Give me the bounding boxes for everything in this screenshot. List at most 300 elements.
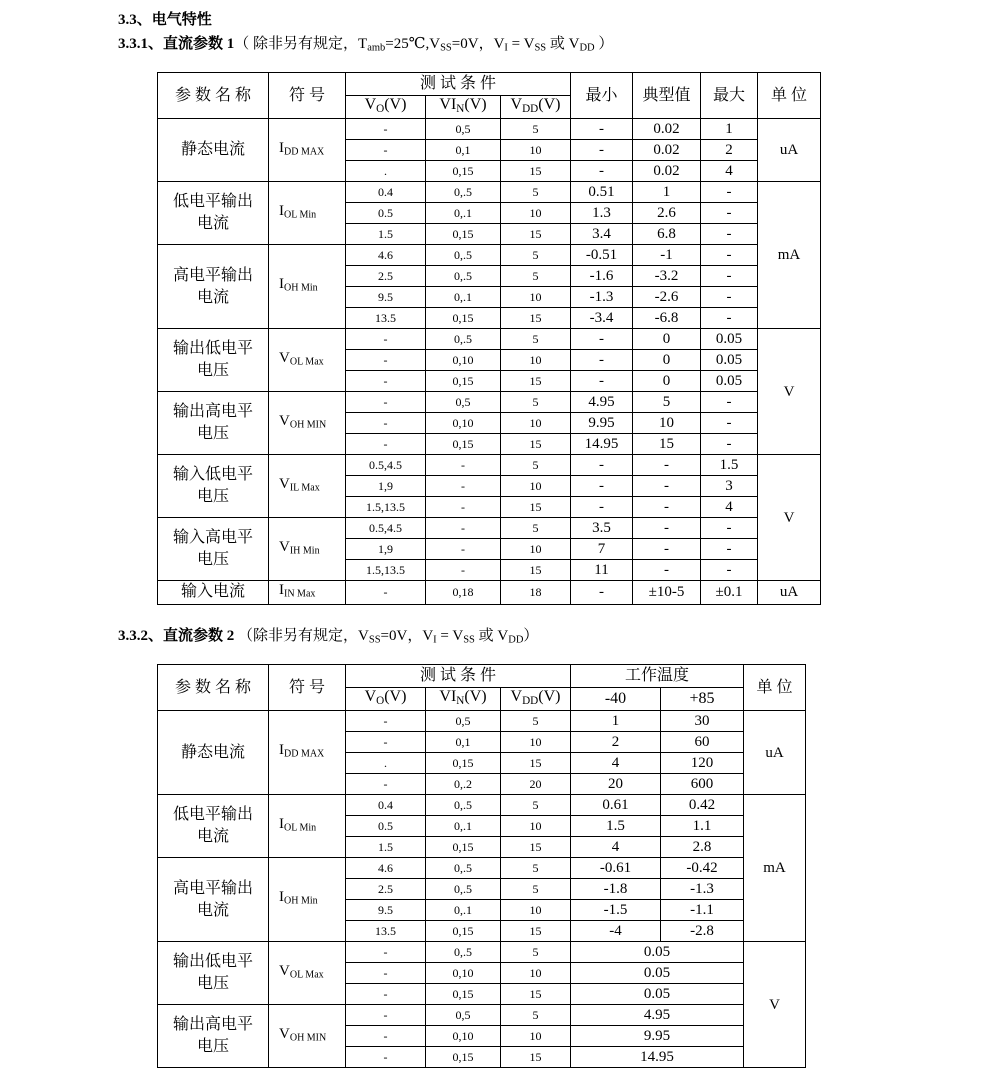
cell-vin: - — [426, 455, 501, 476]
cell-vo: . — [346, 753, 426, 774]
subscript: SS — [534, 42, 547, 54]
text: I — [279, 139, 284, 156]
cell-typ: 0.02 — [633, 140, 701, 161]
cell-min: -3.4 — [571, 308, 633, 329]
text: VI — [439, 96, 457, 114]
cell-vin: 0,.1 — [426, 203, 501, 224]
subscript: SS — [463, 634, 475, 646]
header-vdd — [501, 96, 571, 119]
cell-vin: - — [426, 539, 501, 560]
cell-vin: 0,15 — [426, 1047, 501, 1068]
cell-min: 0.51 — [571, 182, 633, 203]
cell-temp-plus85: 600 — [661, 774, 744, 795]
cell-temp-plus85: -1.3 — [661, 879, 744, 900]
header-vin — [426, 96, 501, 119]
cell-vdd: 20 — [501, 774, 571, 795]
cell-min: - — [571, 497, 633, 518]
cell-vdd: 15 — [501, 224, 571, 245]
header-param-name: 参 数 名 称 — [158, 665, 269, 711]
cell-vo: - — [346, 350, 426, 371]
table-row — [158, 942, 806, 963]
cell-vdd: 15 — [501, 371, 571, 392]
subscript: O — [376, 694, 385, 707]
table-row — [158, 1005, 806, 1026]
cell-vdd: 10 — [501, 816, 571, 837]
cell-vdd: 5 — [501, 119, 571, 140]
param-symbol — [269, 581, 346, 605]
cell-vin: 0,1 — [426, 732, 501, 753]
cell-temp-plus85: 60 — [661, 732, 744, 753]
header-param-name: 参 数 名 称 — [158, 73, 269, 119]
cell-vin: - — [426, 560, 501, 581]
cell-typ: - — [633, 539, 701, 560]
cell-vdd: 5 — [501, 1005, 571, 1026]
cell-vo: - — [346, 329, 426, 350]
cell-vo: 0.5,4.5 — [346, 518, 426, 539]
text: I — [279, 582, 284, 598]
subscript: amb — [367, 42, 386, 54]
cell-vin: 0,18 — [426, 581, 501, 605]
cell-vo: - — [346, 119, 426, 140]
cell-vo: 1.5 — [346, 224, 426, 245]
cell-vdd: 10 — [501, 203, 571, 224]
table2-conditions — [234, 628, 538, 644]
cell-vdd: 15 — [501, 560, 571, 581]
subscript: DD — [522, 694, 539, 707]
cell-vin: 0,5 — [426, 711, 501, 732]
cell-vdd: 10 — [501, 140, 571, 161]
cell-typ: - — [633, 476, 701, 497]
cell-max: 3 — [701, 476, 758, 497]
text: V — [279, 962, 290, 979]
cell-vdd: 5 — [501, 711, 571, 732]
cell-vin: 0,1 — [426, 140, 501, 161]
cell-vdd: 10 — [501, 732, 571, 753]
cell-vdd: 15 — [501, 921, 571, 942]
cell-max: 4 — [701, 497, 758, 518]
dc-params-table-2 — [157, 664, 806, 1068]
cell-vo: . — [346, 161, 426, 182]
header-temp-plus85: +85 — [661, 688, 744, 711]
cell-vo: - — [346, 984, 426, 1005]
cell-vdd: 5 — [501, 182, 571, 203]
cell-min: 9.95 — [571, 413, 633, 434]
text: V — [279, 538, 290, 555]
cell-max: 0.05 — [701, 329, 758, 350]
param-name: 输出高电平电压 — [158, 392, 269, 455]
text: (V) — [384, 96, 407, 114]
header-typ: 典型值 — [633, 73, 701, 119]
text: =0V，V — [380, 628, 434, 644]
cell-max: - — [701, 518, 758, 539]
cell-vo: 0.5 — [346, 816, 426, 837]
table-row — [158, 119, 821, 140]
cell-typ: 15 — [633, 434, 701, 455]
cell-temp-minus40: -0.61 — [571, 858, 661, 879]
cell-vo: 4.6 — [346, 245, 426, 266]
subscript: OH MIN — [289, 419, 327, 431]
cell-min: 11 — [571, 560, 633, 581]
unit-cell: mA — [758, 182, 821, 329]
header-vin — [426, 688, 501, 711]
cell-max: - — [701, 539, 758, 560]
cell-vin: 0,15 — [426, 837, 501, 858]
table-row — [158, 392, 821, 413]
cell-vdd: 10 — [501, 476, 571, 497]
cell-max: - — [701, 266, 758, 287]
text: V — [279, 475, 290, 492]
cell-vdd: 10 — [501, 287, 571, 308]
cell-min: - — [571, 161, 633, 182]
unit-cell: V — [758, 329, 821, 455]
cell-temp-both: 0.05 — [571, 942, 744, 963]
text: (V) — [538, 96, 561, 114]
text: ） — [594, 36, 614, 52]
table-row — [158, 795, 806, 816]
subscript: N — [456, 102, 465, 115]
cell-vdd: 15 — [501, 837, 571, 858]
header-symbol: 符 号 — [269, 73, 346, 119]
cell-min: -1.3 — [571, 287, 633, 308]
cell-temp-plus85: -0.42 — [661, 858, 744, 879]
subscript: IH Min — [289, 545, 320, 557]
header-symbol: 符 号 — [269, 665, 346, 711]
cell-vo: 0.4 — [346, 795, 426, 816]
cell-vo: - — [346, 774, 426, 795]
cell-vdd: 15 — [501, 434, 571, 455]
cell-min: - — [571, 350, 633, 371]
cell-vin: 0,15 — [426, 308, 501, 329]
cell-vdd: 5 — [501, 392, 571, 413]
cell-vo: 2.5 — [346, 266, 426, 287]
subscript: O — [376, 102, 385, 115]
cell-vo: - — [346, 392, 426, 413]
unit-cell: uA — [758, 119, 821, 182]
cell-vin: 0,5 — [426, 392, 501, 413]
text: (V) — [384, 688, 407, 706]
cell-typ: - — [633, 497, 701, 518]
cell-vo: 13.5 — [346, 921, 426, 942]
cell-vo: - — [346, 711, 426, 732]
cell-temp-plus85: -1.1 — [661, 900, 744, 921]
cell-temp-minus40: 2 — [571, 732, 661, 753]
cell-vin: 0,10 — [426, 1026, 501, 1047]
cell-max: - — [701, 434, 758, 455]
param-symbol — [269, 182, 346, 245]
cell-min: 7 — [571, 539, 633, 560]
subscript: DD MAX — [284, 146, 325, 158]
cell-max: - — [701, 203, 758, 224]
cell-temp-minus40: 4 — [571, 837, 661, 858]
header-unit: 单 位 — [744, 665, 806, 711]
cell-typ: - — [633, 455, 701, 476]
cell-max: - — [701, 287, 758, 308]
text: VI — [439, 688, 457, 706]
param-name: 输出低电平电压 — [158, 329, 269, 392]
cell-max: 4 — [701, 161, 758, 182]
cell-max: - — [701, 560, 758, 581]
subscript: IL Max — [289, 482, 320, 494]
subscript: OH MIN — [289, 1032, 327, 1044]
cell-vin: 0,.5 — [426, 942, 501, 963]
cell-max: 0.05 — [701, 371, 758, 392]
param-name: 输入电流 — [158, 581, 269, 605]
text: （除非另有规定，V — [234, 628, 369, 644]
header-row-1 — [158, 665, 806, 688]
cell-temp-minus40: 20 — [571, 774, 661, 795]
unit-cell: uA — [744, 711, 806, 795]
cell-vdd: 10 — [501, 350, 571, 371]
section-title: 3.3、电气特性 — [118, 12, 212, 28]
subscript: DD — [508, 634, 524, 646]
param-symbol — [269, 858, 346, 942]
subscript: DD MAX — [284, 748, 325, 760]
table-row — [158, 711, 806, 732]
cell-vo: - — [346, 963, 426, 984]
subscript: DD — [522, 102, 539, 115]
cell-vdd: 15 — [501, 161, 571, 182]
cell-vo: 2.5 — [346, 879, 426, 900]
cell-temp-minus40: -1.5 — [571, 900, 661, 921]
param-name: 输出高电平电压 — [158, 1005, 269, 1068]
cell-vdd: 5 — [501, 942, 571, 963]
cell-vdd: 5 — [501, 879, 571, 900]
cell-vdd: 10 — [501, 539, 571, 560]
cell-temp-plus85: 30 — [661, 711, 744, 732]
cell-vdd: 10 — [501, 1026, 571, 1047]
subscript: DD — [579, 42, 595, 54]
cell-min: 3.4 — [571, 224, 633, 245]
cell-min: - — [571, 329, 633, 350]
cell-max: - — [701, 182, 758, 203]
cell-vo: - — [346, 581, 426, 605]
cell-temp-plus85: 2.8 — [661, 837, 744, 858]
subscript: N — [456, 694, 465, 707]
cell-vdd: 5 — [501, 329, 571, 350]
param-symbol — [269, 942, 346, 1005]
cell-typ: ±10-5 — [633, 581, 701, 605]
text: = V — [436, 628, 464, 644]
dc-params-table-1 — [157, 72, 821, 605]
cell-temp-minus40: -4 — [571, 921, 661, 942]
cell-vo: 9.5 — [346, 900, 426, 921]
param-name: 输入高电平电压 — [158, 518, 269, 581]
subscript: IN Max — [284, 588, 316, 600]
cell-vo: 1.5 — [346, 837, 426, 858]
header-vdd — [501, 688, 571, 711]
cell-vo: 1,9 — [346, 539, 426, 560]
table-row — [158, 329, 821, 350]
header-operating-temp: 工作温度 — [571, 665, 744, 688]
text: ） — [523, 628, 539, 644]
cell-vo: - — [346, 413, 426, 434]
cell-vo: 0.5 — [346, 203, 426, 224]
text: 或 V — [474, 628, 509, 644]
param-symbol — [269, 455, 346, 518]
cell-vin: 0,.5 — [426, 879, 501, 900]
subscript: OL Max — [289, 356, 324, 368]
table-row — [158, 182, 821, 203]
text: (V) — [464, 688, 487, 706]
cell-vdd: 15 — [501, 984, 571, 1005]
table2-heading: 3.3.2、直流参数 2 （除非另有规定，$V_{SS}=0V$，$V_I = V_{SS}$ 或 $V_{DD}$） — [118, 628, 539, 646]
param-name: 静态电流 — [158, 119, 269, 182]
subscript: SS — [368, 634, 381, 646]
cell-vo: - — [346, 371, 426, 392]
text: = V — [507, 36, 535, 52]
cell-min: - — [571, 119, 633, 140]
cell-typ: - — [633, 518, 701, 539]
cell-vdd: 18 — [501, 581, 571, 605]
subscript: OL Max — [289, 969, 324, 981]
cell-typ: 5 — [633, 392, 701, 413]
cell-vin: 0,15 — [426, 224, 501, 245]
param-name: 高电平输出电流 — [158, 245, 269, 329]
cell-temp-plus85: -2.8 — [661, 921, 744, 942]
cell-min: 4.95 — [571, 392, 633, 413]
cell-vin: - — [426, 497, 501, 518]
cell-typ: -3.2 — [633, 266, 701, 287]
unit-cell: V — [758, 455, 821, 581]
cell-min: - — [571, 371, 633, 392]
param-name: 静态电流 — [158, 711, 269, 795]
cell-max: - — [701, 392, 758, 413]
cell-vdd: 15 — [501, 497, 571, 518]
header-vo — [346, 688, 426, 711]
param-symbol — [269, 119, 346, 182]
table1-conditions — [234, 36, 613, 52]
text: I — [279, 742, 284, 759]
subscript: OL Min — [284, 209, 317, 221]
cell-vo: 1.5,13.5 — [346, 560, 426, 581]
cell-typ: 1 — [633, 182, 701, 203]
cell-vin: 0,15 — [426, 371, 501, 392]
table-row — [158, 455, 821, 476]
param-symbol — [269, 392, 346, 455]
cell-vin: 0,5 — [426, 119, 501, 140]
cell-typ: 0 — [633, 329, 701, 350]
subscript: I — [433, 634, 437, 646]
cell-vo: 0.4 — [346, 182, 426, 203]
cell-vin: 0,5 — [426, 1005, 501, 1026]
param-name: 低电平输出电流 — [158, 795, 269, 858]
cell-vo: - — [346, 434, 426, 455]
cell-typ: 0 — [633, 371, 701, 392]
cell-typ: 6.8 — [633, 224, 701, 245]
header-row-1 — [158, 73, 821, 96]
text: (V) — [538, 688, 561, 706]
cell-temp-minus40: -1.8 — [571, 879, 661, 900]
cell-max: ±0.1 — [701, 581, 758, 605]
cell-vin: 0,.5 — [426, 795, 501, 816]
text: V — [510, 688, 523, 706]
text: V — [364, 688, 377, 706]
table-row — [158, 245, 821, 266]
cell-vo: 13.5 — [346, 308, 426, 329]
cell-min: -0.51 — [571, 245, 633, 266]
header-min: 最小 — [571, 73, 633, 119]
table-row — [158, 581, 821, 605]
cell-min: - — [571, 476, 633, 497]
cell-max: 1.5 — [701, 455, 758, 476]
param-name: 输入低电平电压 — [158, 455, 269, 518]
cell-vo: 1.5,13.5 — [346, 497, 426, 518]
cell-vin: 0,.5 — [426, 858, 501, 879]
cell-vin: 0,.5 — [426, 182, 501, 203]
cell-vin: 0,15 — [426, 921, 501, 942]
cell-typ: 2.6 — [633, 203, 701, 224]
param-symbol — [269, 711, 346, 795]
cell-vdd: 10 — [501, 413, 571, 434]
cell-max: 0.05 — [701, 350, 758, 371]
cell-max: - — [701, 224, 758, 245]
header-test-conditions: 测 试 条 件 — [346, 73, 571, 96]
text: V — [510, 96, 523, 114]
cell-vin: 0,15 — [426, 434, 501, 455]
cell-max: - — [701, 308, 758, 329]
cell-vin: 0,10 — [426, 963, 501, 984]
cell-max: - — [701, 413, 758, 434]
cell-vin: 0,.2 — [426, 774, 501, 795]
header-temp-minus40: -40 — [571, 688, 661, 711]
cell-vdd: 5 — [501, 518, 571, 539]
cell-min: - — [571, 455, 633, 476]
subscript: OH Min — [284, 895, 318, 907]
cell-temp-minus40: 0.61 — [571, 795, 661, 816]
cell-vo: - — [346, 1005, 426, 1026]
cell-min: 3.5 — [571, 518, 633, 539]
text: （ 除非另有规定，T — [234, 36, 368, 52]
cell-min: - — [571, 140, 633, 161]
cell-temp-plus85: 0.42 — [661, 795, 744, 816]
cell-temp-both: 0.05 — [571, 984, 744, 1005]
cell-vo: 0.5,4.5 — [346, 455, 426, 476]
cell-vdd: 10 — [501, 900, 571, 921]
cell-vdd: 10 — [501, 963, 571, 984]
param-name: 高电平输出电流 — [158, 858, 269, 942]
cell-typ: -1 — [633, 245, 701, 266]
cell-typ: 0.02 — [633, 161, 701, 182]
cell-vdd: 5 — [501, 858, 571, 879]
cell-vin: 0,15 — [426, 753, 501, 774]
subscript: OL Min — [284, 822, 317, 834]
cell-temp-minus40: 4 — [571, 753, 661, 774]
cell-max: - — [701, 245, 758, 266]
text: I — [279, 815, 284, 832]
table1-heading: 3.3.1、直流参数 1（ 除非另有规定，$T_{amb}=25℃,V_{SS}=0V$，$V_I = V_{SS}$ 或 $V_{DD}$ ） — [118, 36, 614, 54]
text: I — [279, 889, 284, 906]
cell-vin: 0,15 — [426, 161, 501, 182]
cell-vin: 0,10 — [426, 350, 501, 371]
cell-vo: - — [346, 1047, 426, 1068]
cell-min: -1.6 — [571, 266, 633, 287]
cell-typ: 0.02 — [633, 119, 701, 140]
cell-vdd: 5 — [501, 245, 571, 266]
cell-temp-minus40: 1.5 — [571, 816, 661, 837]
param-symbol — [269, 795, 346, 858]
subscript: I — [504, 42, 508, 54]
cell-min: 1.3 — [571, 203, 633, 224]
cell-vin: 0,.1 — [426, 816, 501, 837]
cell-vin: 0,.1 — [426, 900, 501, 921]
param-name: 低电平输出电流 — [158, 182, 269, 245]
param-symbol — [269, 329, 346, 392]
text: 或 V — [546, 36, 580, 52]
param-name: 输出低电平电压 — [158, 942, 269, 1005]
header-vo — [346, 96, 426, 119]
cell-vo: 9.5 — [346, 287, 426, 308]
cell-vo: 1,9 — [346, 476, 426, 497]
